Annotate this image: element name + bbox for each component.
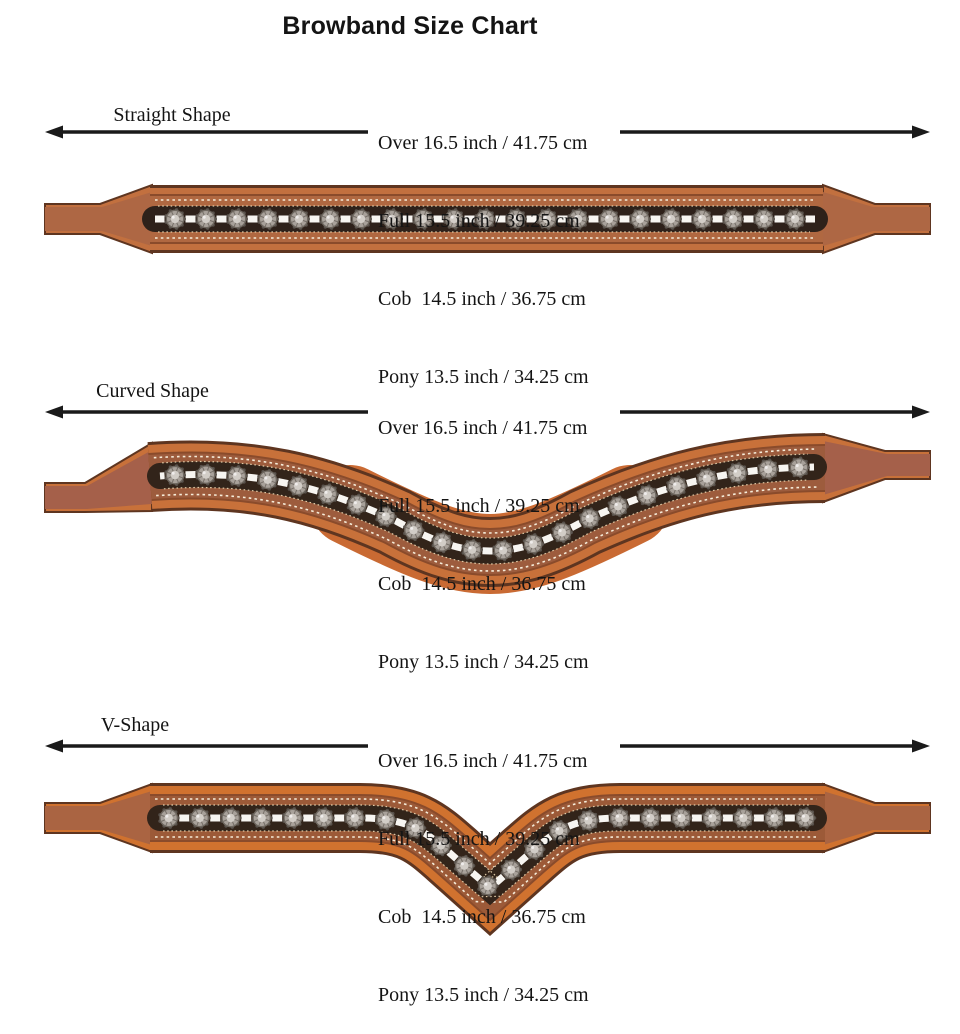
page-title: Browband Size Chart [282, 12, 538, 40]
size-row: Full 15.5 inch / 39.25 cm [378, 828, 580, 850]
shape-label-v: V-Shape [100, 714, 170, 736]
size-row: Over 16.5 inch / 41.75 cm [378, 132, 588, 154]
arrow-head-right [912, 406, 930, 419]
size-row: Full 15.5 inch / 39.25 cm [378, 495, 580, 517]
shape-label-curved: Curved Shape [96, 380, 209, 402]
size-row: Pony 13.5 inch / 34.25 cm [378, 366, 589, 388]
arrow-head-right [912, 740, 930, 753]
band-end-tab-inner [45, 791, 152, 845]
size-row: Cob 14.5 inch / 36.75 cm [378, 573, 586, 595]
shape-label-straight: Straight Shape [113, 104, 231, 126]
size-list-v [378, 696, 589, 1034]
size-row: Cob 14.5 inch / 36.75 cm [378, 288, 586, 310]
band-end-tab-inner [823, 791, 930, 845]
size-row: Cob 14.5 inch / 36.75 cm [378, 906, 586, 928]
arrow-head-left [45, 740, 63, 753]
size-row: Over 16.5 inch / 41.75 cm [378, 750, 588, 772]
size-row: Full 15.5 inch / 39.25 cm [378, 210, 580, 232]
band-end-tab-inner [823, 192, 930, 246]
size-row: Pony 13.5 inch / 34.25 cm [378, 984, 589, 1006]
arrow-head-left [45, 406, 63, 419]
arrow-head-left [45, 126, 63, 139]
size-row: Pony 13.5 inch / 34.25 cm [378, 651, 589, 673]
band-end-tab-inner [45, 192, 152, 246]
size-row: Over 16.5 inch / 41.75 cm [378, 417, 588, 439]
arrow-head-right [912, 126, 930, 139]
size-list-curved [378, 363, 589, 701]
